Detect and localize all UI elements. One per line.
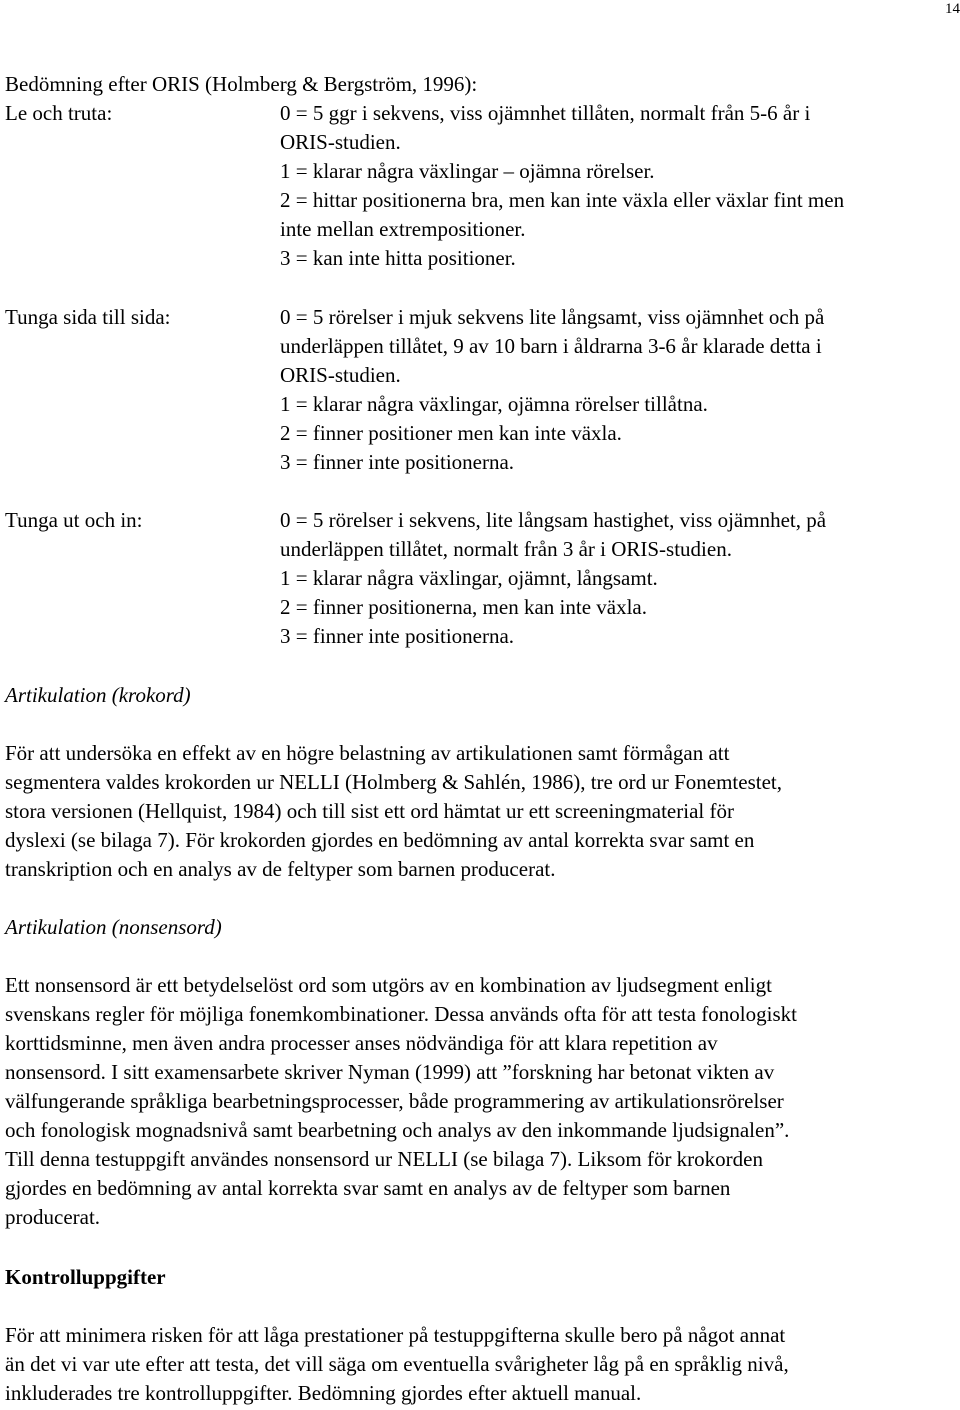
- paragraph-line: välfungerande språkliga bearbetningsprocesser, både programmering av artikulationsrörelser: [5, 1089, 784, 1113]
- paragraph-line: segmentera valdes krokorden ur NELLI (Holmberg & Sahlén, 1986), tre ord ur Fonemtestet,: [5, 770, 782, 794]
- criteria-line: inte mellan extrempositioner.: [280, 217, 526, 241]
- criteria-line: 1 = klarar några växlingar – ojämna rörelser.: [280, 159, 655, 183]
- paragraph-line: Ett nonsensord är ett betydelselöst ord som utgörs av en kombination av ljudsegment enligt: [5, 973, 772, 997]
- page-number: 14: [945, 1, 960, 17]
- criteria-term: Tunga ut och in:: [5, 508, 143, 532]
- criteria-line: 0 = 5 ggr i sekvens, viss ojämnhet tillåten, normalt från 5-6 år i: [280, 101, 811, 125]
- paragraph-line: svenskans regler för möjliga fonemkombinationer. Dessa används ofta för att testa fonologiskt: [5, 1002, 797, 1026]
- oris-intro: Bedömning efter ORIS (Holmberg & Bergström, 1996):: [5, 72, 478, 96]
- paragraph-line: nonsensord. I sitt examensarbete skriver Nyman (1999) att ”forskning har betonat vikten av: [5, 1060, 775, 1084]
- criteria-description: [280, 303, 960, 477]
- criteria-line: 1 = klarar några växlingar, ojämnt, långsamt.: [280, 566, 658, 590]
- paragraph-kontrolluppgifter: [5, 1321, 960, 1408]
- section-heading-kontrolluppgifter: Kontrolluppgifter: [5, 1265, 166, 1289]
- paragraph-line: För att undersöka en effekt av en högre belastning av artikulationen samt förmågan att: [5, 741, 730, 765]
- criteria-description: [280, 506, 960, 651]
- paragraph-line: dyslexi (se bilaga 7). För krokorden gjordes en bedömning av antal korrekta svar samt en: [5, 828, 755, 852]
- paragraph-line: Till denna testuppgift användes nonsensord ur NELLI (se bilaga 7). Liksom för krokorden: [5, 1147, 763, 1171]
- criteria-line: 2 = hittar positionerna bra, men kan inte växla eller växlar fint men: [280, 188, 845, 212]
- paragraph-krokord: [5, 739, 960, 884]
- paragraph-line: stora versionen (Hellquist, 1984) och till sist ett ord hämtat ur ett screeningmaterial för: [5, 799, 734, 823]
- criteria-line: underläppen tillåtet, 9 av 10 barn i åldrarna 3-6 år klarade detta i: [280, 334, 822, 358]
- criteria-term: Tunga sida till sida:: [5, 305, 171, 329]
- criteria-line: 1 = klarar några växlingar, ojämna rörelser tillåtna.: [280, 392, 708, 416]
- criteria-description: [280, 99, 960, 273]
- criteria-term: Le och truta:: [5, 101, 113, 125]
- section-heading-krokord: Artikulation (krokord): [5, 683, 191, 707]
- criteria-line: ORIS-studien.: [280, 130, 401, 154]
- criteria-line: 3 = finner inte positionerna.: [280, 624, 515, 648]
- criteria-line: 0 = 5 rörelser i sekvens, lite långsam hastighet, viss ojämnhet, på: [280, 508, 827, 532]
- criteria-line: 0 = 5 rörelser i mjuk sekvens lite långsamt, viss ojämnhet och på: [280, 305, 825, 329]
- paragraph-line: och fonologisk mognadsnivå samt bearbetning och analys av den inkommande ljudsignalen”.: [5, 1118, 790, 1142]
- criteria-line: underläppen tillåtet, normalt från 3 år i ORIS-studien.: [280, 537, 732, 561]
- criteria-item-le-och-truta: [5, 99, 960, 273]
- criteria-item-tunga-ut-och-in: [5, 506, 960, 651]
- section-heading-nonsensord: Artikulation (nonsensord): [5, 915, 222, 939]
- paragraph-nonsensord: [5, 971, 960, 1232]
- paragraph-line: producerat.: [5, 1205, 101, 1229]
- criteria-line: 2 = finner positioner men kan inte växla.: [280, 421, 622, 445]
- criteria-line: 3 = finner inte positionerna.: [280, 450, 515, 474]
- paragraph-line: transkription och en analys av de feltyper som barnen producerat.: [5, 857, 556, 881]
- criteria-line: ORIS-studien.: [280, 363, 401, 387]
- criteria-item-tunga-sida-till-sida: [5, 303, 960, 477]
- paragraph-line: inkluderades tre kontrolluppgifter. Bedömning gjordes efter aktuell manual.: [5, 1381, 642, 1405]
- paragraph-line: korttidsminne, men även andra processer anses nödvändiga för att klara repetition av: [5, 1031, 718, 1055]
- paragraph-line: än det vi var ute efter att testa, det vill säga om eventuella svårigheter låg på en språklig nivå,: [5, 1352, 789, 1376]
- criteria-line: 2 = finner positionerna, men kan inte växla.: [280, 595, 647, 619]
- criteria-line: 3 = kan inte hitta positioner.: [280, 246, 516, 270]
- paragraph-line: För att minimera risken för att låga prestationer på testuppgifterna skulle bero på något annat: [5, 1323, 786, 1347]
- paragraph-line: gjordes en bedömning av antal korrekta svar samt en analys av de feltyper som barnen: [5, 1176, 731, 1200]
